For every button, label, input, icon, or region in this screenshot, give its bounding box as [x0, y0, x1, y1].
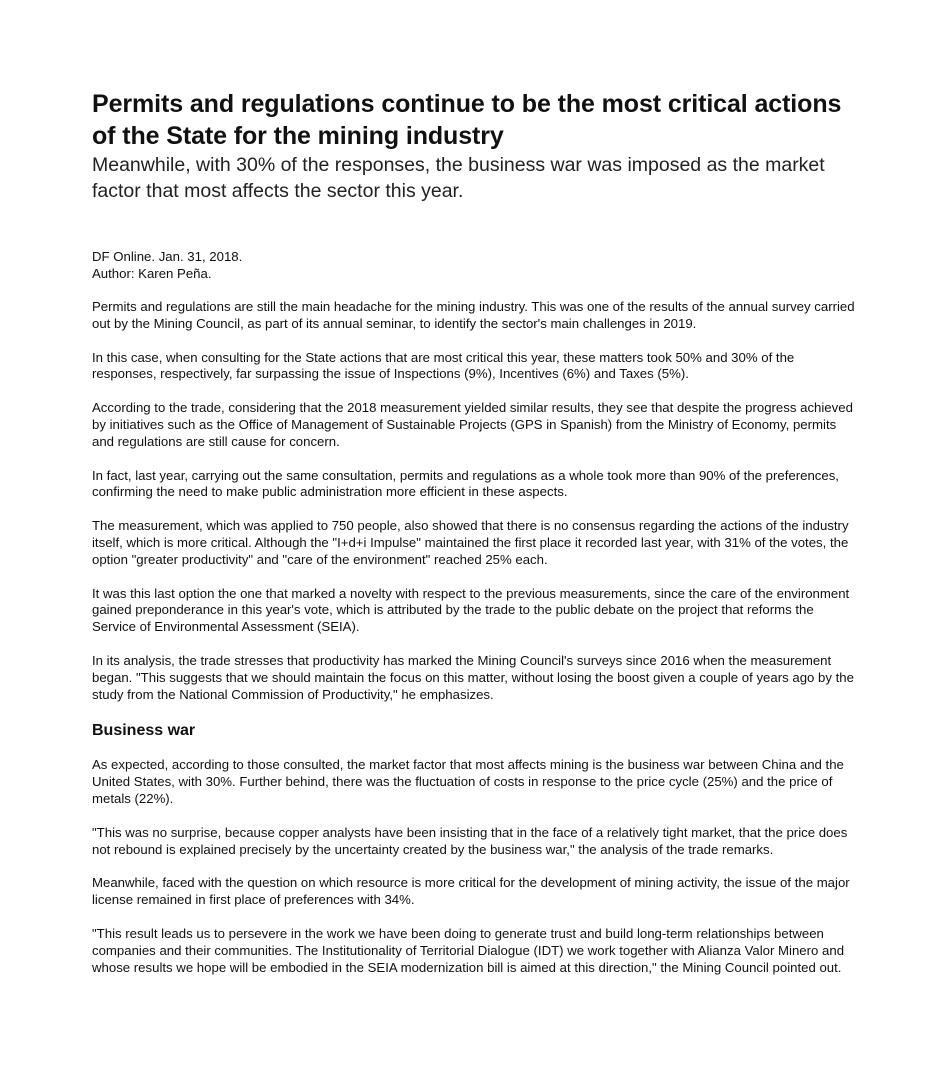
paragraph: In this case, when consulting for the State actions that are most critical this year, these matters took 50% and 30% of the responses, respectively, far surpassing the issue of Inspections (9%), Incentives (6%) and Taxes (5%). [92, 349, 795, 382]
article-title: Permits and regulations continue to be the most critical actions of the State for the mining industry [92, 90, 842, 150]
article-subtitle: Meanwhile, with 30% of the responses, the business war was imposed as the market factor that most affects the sector this year. [92, 154, 825, 202]
article [92, 88, 860, 976]
paragraph: The measurement, which was applied to 750 people, also showed that there is no consensus regarding the actions of the industry itself, which is more critical. Although the "I+d+i Impulse" maintained the first place it recorded last year, with 31% of the votes, the option "greater productivity" and "care of the environment" reached 25% each. [92, 518, 849, 567]
article-meta [92, 249, 860, 282]
paragraph: In its analysis, the trade stresses that productivity has marked the Mining Council's surveys since 2016 when the measurement began. "This suggests that we should maintain the focus on this matter, without losing the boost given a couple of years ago by the study from the National Commission of Productivity," he emphasizes. [92, 652, 854, 702]
source-line: DF Online. Jan. 31, 2018. [92, 249, 243, 264]
paragraph: As expected, according to those consulted, the market factor that most affects mining is the business war between China and the United States, with 30%. Further behind, there was the fluctuation of costs in response to the price cycle (25%) and the price of metals (22%). [92, 757, 844, 806]
paragraph: It was this last option the one that marked a novelty with respect to the previous measurements, since the care of the environment gained preponderance in this year's vote, which is attributed by the trade to the public debate on the project that reforms the Service of Environmental Assessment (SEIA). [92, 585, 850, 635]
paragraph: Meanwhile, faced with the question on which resource is more critical for the development of mining activity, the issue of the major license remained in first place of preferences with 34%. [92, 875, 850, 908]
paragraph: Permits and regulations are still the main headache for the mining industry. This was one of the results of the annual survey carried out by the Mining Council, as part of its annual seminar, to identify the sector's main challenges in 2019. [92, 299, 855, 331]
paragraph: "This result leads us to persevere in the work we have been doing to generate trust and build long-term relationships between companies and their communities. The Institutionality of Territorial Dialogue (IDT) we work together with Alianza Valor Minero and whose results we hope will be embodied in the SEIA modernization bill is aimed at this direction," the Mining Council pointed out. [92, 925, 845, 975]
paragraph: "This was no surprise, because copper analysts have been insisting that in the face of a relatively tight market, that the price does not rebound is explained precisely by the uncertainty created by the business war," the analysis of the trade remarks. [92, 824, 848, 857]
section-heading: Business war [92, 722, 196, 740]
paragraph: According to the trade, considering that the 2018 measurement yielded similar results, they see that despite the progress achieved by initiatives such as the Office of Management of Sustainable Projects (GPS in Spanish) from the Ministry of Economy, permits and regulations are still cause for concern. [92, 400, 853, 449]
paragraph: In fact, last year, carrying out the same consultation, permits and regulations as a whole took more than 90% of the preferences, confirming the need to make public administration more efficient in these aspects. [92, 467, 839, 500]
author-line: Author: Karen Peña. [92, 265, 212, 281]
